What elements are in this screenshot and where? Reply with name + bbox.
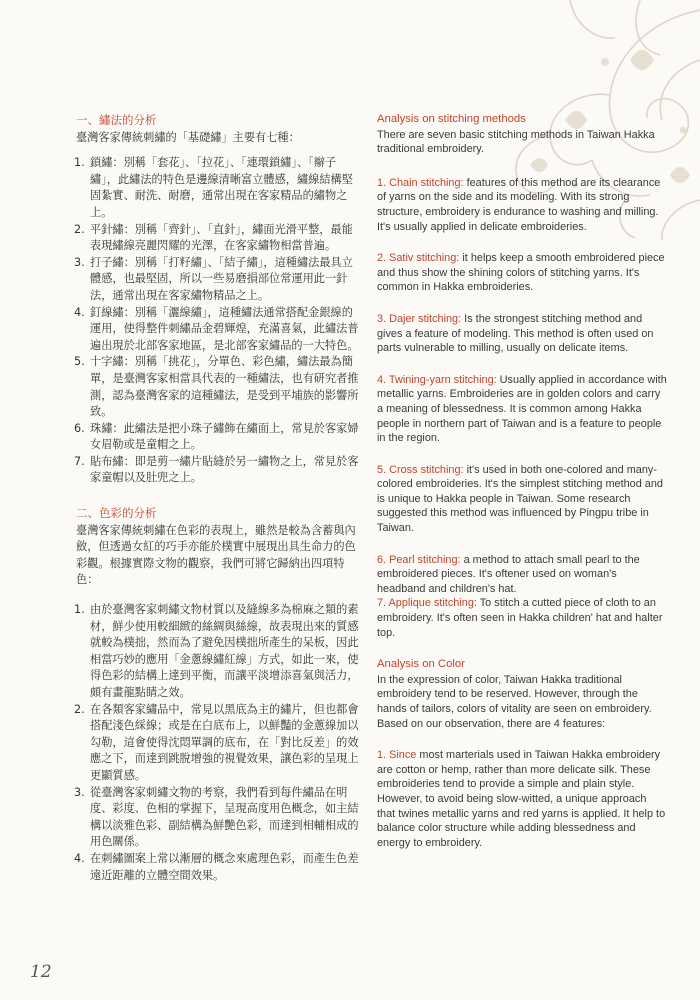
section-intro-stitching-en: There are seven basic stitching methods in Taiwan Hakka traditional embroidery.	[377, 128, 655, 156]
list-item: 7. Applique stitching: To stitch a cutted piece of cloth to an embroidery. It's often seen in Hakka children' hat and halter top.	[377, 597, 663, 639]
list-item: 6. Pearl stitching: a method to attach small pearl to the embroidered pieces. It's oftener used on woman's headband and children's hat.	[377, 553, 640, 595]
section-heading-color-en: Analysis on Color	[377, 658, 465, 671]
list-item: 4. Twining-yarn stitching: Usually applied in accordance with metallic yarns. Embroideries are in golden colors and carry a meaning of blessedness. It is common among Hakka people in northern part of Taiwan and is a feature to people in the region.	[377, 373, 667, 445]
section-intro-color-zh: 臺灣客家傳統刺繡在色彩的表現上，雖然是較為含蓄與內斂，但透過女紅的巧手亦能於樸實中展現出具生命力的色彩觀。根據實際文物的觀察，我們可將它歸納出四項特色：	[76, 523, 356, 587]
section-heading-stitching-en: Analysis on stitching methods	[377, 113, 526, 125]
list-item: 1. Chain stitching: features of this method are its clearance of yarns on the side and its modeling. With its strong structure, embroidery is endurance to washing and milling. It's usually applied in delicate embroideries.	[377, 176, 661, 233]
english-text-column	[377, 112, 667, 867]
list-item: 2. 平針繡：別稱「齊針」、「直針」，繡面光滑平整，最能表現繡線亮麗閃耀的光澤，在客家繡物相當普遍。	[74, 222, 353, 253]
list-item: 1. 鎖繡：別稱「套花」、「拉花」、「連環鎖繡」、「辮子繡」，此繡法的特色是邊線清晰富立體感，繡線結構堅固紮實、耐洗、耐磨，通常出現在客家精品的繡物之上。	[74, 156, 353, 219]
list-item: 7. 貼布繡：即是剪一繡片貼縫於另一繡物之上，常見於客家童帽以及肚兜之上。	[74, 454, 359, 485]
list-item: 6. 珠繡：此繡法是把小珠子繡飾在繡面上，常見於客家婦女眉勒或是童帽之上。	[74, 421, 359, 452]
list-item: 1. Since most marterials used in Taiwan Hakka embroidery are cotton or hemp, rather than more delicate silk. These embroideries tend to provide a simple and plain style. However, to avoid being slow-witted, a unique approach that twines metallic yarns and red yarns is applied. It help to balance color structure while adding blessedness and energy to embroidery.	[377, 749, 666, 849]
section-heading-stitching-zh: 一、繡法的分析	[76, 113, 157, 127]
section-intro-color-en: In the expression of color, Taiwan Hakka traditional embroidery tend to be reserved. However, through the hands of tailors, colors of vitality are seen on embroidery. Based on our observation, there are 4 features:	[377, 673, 652, 730]
section-intro-stitching-zh: 臺灣客家傳統刺繡的「基礎繡」主要有七種：	[76, 130, 300, 144]
list-item: 5. 十字繡：別稱「挑花」，分單色、彩色繡，繡法最為簡單，是臺灣客家相當具代表的一種繡法，也有研究者推測，認為臺灣客家的這種繡法，是受到平埔族的影響所致。	[74, 355, 359, 419]
list-item: 2. Sativ stitching: it helps keep a smooth embroidered piece and thus show the shining colors of stitching yarns. It's common in Hakka embroideries.	[377, 252, 665, 294]
page-number: 12	[30, 962, 52, 982]
stitching-list-zh	[76, 155, 362, 487]
list-item: 4. 在刺繡圖案上常以漸層的概念來處理色彩，而產生色差遠近距離的立體空間效果。	[74, 851, 359, 882]
list-item: 4. 釘線繡：別稱「灑線繡」，這種繡法通常搭配金銀線的運用，使得整件刺繡品金碧輝煌，充滿喜氣，此繡法普遍出現於北部客家地區，是北部客家繡品的一大特色。	[74, 305, 359, 352]
section-heading-color-zh: 二、色彩的分析	[76, 506, 157, 521]
list-item: 3. 從臺灣客家刺繡文物的考察，我們看到每件繡品在明度、彩度、色相的掌握下，呈現高度用色概念，如主結構以淡雅色彩、副結構為鮮艷色彩，而達到相輔相成的用色關係。	[74, 785, 359, 849]
list-item: 2. 在各類客家繡品中，常見以黑底為主的繡片，但也都會搭配淺色綵線；或是在白底布上，以鮮豔的金蔥線加以勾勒，這會使得沈悶單調的底布，在「對比反差」的效應之下，而達到跳脫增強的視覺效果，讓色彩的呈現上更顯質感。	[74, 702, 359, 782]
list-item: 1. 由於臺灣客家刺繡文物材質以及縫線多為棉麻之類的素材，鮮少使用較細緻的絲綢與絲線，故表現出來的質感就較為樸拙，然而為了避免因樸拙所產生的呆板，因此相當巧妙的應用「金蔥線繡紅線」方式，如此一來，使得色彩的結構上達到平衡，而讓平淡增添喜氣與活力，頗有畫龍點睛之效。	[74, 603, 359, 699]
list-item: 5. Cross stitching: it's used in both one-colored and many-colored embroideries. It's the simplest stitching method and is unique to Hakka people in Taiwan. Some research suggested this method was influenced by Pingpu tribe in Taiwan.	[377, 463, 663, 535]
chinese-text-column	[76, 112, 362, 884]
list-item: 3. 打子繡：別稱「打籽繡」、「結子繡」，這種繡法最具立體感，也最堅固，所以一些易磨損部位常運用此一針法，通常出現在客家繡物精品之上。	[74, 255, 353, 302]
list-item: 3. Dajer stitching: Is the strongest stitching method and gives a feature of modeling. This method is often used on parts vulnerable to milling, usually on delicate items.	[377, 312, 654, 355]
color-list-zh	[76, 602, 362, 884]
